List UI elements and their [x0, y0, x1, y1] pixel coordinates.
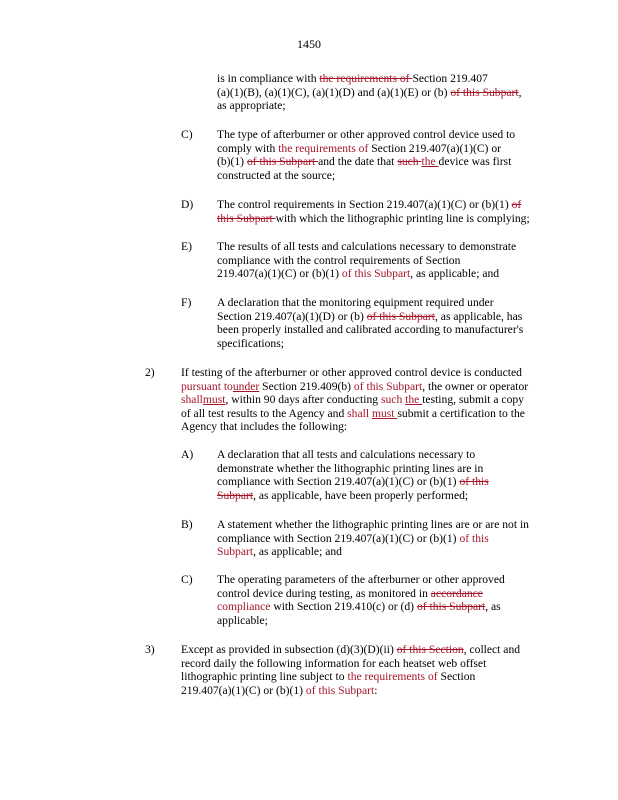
- deleted-text: of this Subpart: [246, 155, 319, 169]
- inserted-text: shall: [181, 393, 203, 407]
- inserted-text: must: [202, 393, 226, 407]
- item-label-f: F): [181, 296, 192, 309]
- inserted-text: pursuant to: [181, 379, 233, 393]
- inserted-text: shall: [347, 406, 372, 420]
- inserted-text: the requirements of: [278, 141, 369, 155]
- inserted-text: the: [421, 155, 439, 169]
- deleted-text: of this Section: [396, 643, 464, 656]
- inserted-text: of this: [459, 531, 489, 545]
- inserted-text: of this Subpart: [305, 683, 375, 697]
- item-label-d: D): [181, 198, 194, 211]
- deleted-text: Subpart: [217, 488, 254, 502]
- deleted-text: the requirements of: [319, 72, 413, 85]
- deleted-text: of this Subpart: [366, 309, 435, 323]
- inserted-text: such: [380, 393, 406, 407]
- item-f-paragraph: A declaration that the monitoring equipment required under Section 219.407(a)(1)(D) or (b) of this Subpart, as applicable, has been properly installed and calibrated according to manufacturer's specifications;: [217, 296, 524, 350]
- item-label-e: E): [181, 240, 192, 253]
- item-label-c: C): [181, 128, 193, 141]
- deleted-text: of this Subpart: [416, 600, 486, 614]
- item-2b-paragraph: A statement whether the lithographic printing lines are or are not in compliance with Section 219.407(a)(1)(C) or (b)(1) of this Subpart, as applicable; and: [217, 518, 529, 559]
- inserted-text: the requirements of: [347, 670, 438, 684]
- item-label-3: 3): [145, 643, 155, 656]
- text-line: as appropriate;: [217, 99, 286, 113]
- deleted-text: this Subpart: [217, 211, 276, 225]
- inserted-text: the: [405, 393, 423, 407]
- item-c-paragraph: The type of afterburner or other approved control device used to comply with the requirements of Section 219.407(a)(1)(C) or (b)(1) of this Subpart and the date that such the device was first constructed at the source;: [217, 128, 516, 182]
- inserted-text: Subpart: [217, 545, 254, 559]
- item-3-paragraph: Except as provided in subsection (d)(3)(D)(ii) of this Section, collect and record daily the following information for each heatset web offset lithographic printing line subject to the requirements of Section 219.407(a)(1)(C) or (b)(1) of this Subpart:: [181, 643, 521, 697]
- inserted-text: of this Subpart: [353, 379, 423, 393]
- item-label-2b: B): [181, 518, 193, 531]
- page-number: 1450: [297, 37, 321, 51]
- inserted-text: of this Subpart: [341, 267, 411, 281]
- item-2a-paragraph: A declaration that all tests and calculations necessary to demonstrate whether the lithographic printing lines are in compliance with Section 219.407(a)(1)(C) or (b)(1) of this Subpart, as applicable, have been properly performed;: [217, 448, 489, 502]
- continuation-paragraph: [217, 72, 557, 113]
- item-d-paragraph: The control requirements in Section 219.407(a)(1)(C) or (b)(1) of this Subpart with which the lithographic printing line is complying;: [217, 198, 530, 225]
- inserted-text: under: [232, 379, 260, 393]
- item-label-2c: C): [181, 573, 193, 586]
- item-label-2: 2): [145, 366, 155, 379]
- item-2-paragraph: If testing of the afterburner or other approved control device is conducted pursuant tounder Section 219.409(b) of this Subpart, the owner or operator shallmust, within 90 days after conducting such the testing, submit a copy of all test results to the Agency and shall must submit a certification to the Agency that includes the following:: [181, 366, 529, 434]
- inserted-text: compliance: [217, 600, 271, 614]
- inserted-text: must: [371, 406, 398, 420]
- text-line: is in compliance with the requirements of Section 219.407: [217, 72, 488, 85]
- text-line: (a)(1)(B), (a)(1)(C), (a)(1)(D) and (a)(1)(E) or (b) of this Subpart,: [217, 85, 522, 99]
- deleted-text: such: [397, 155, 422, 169]
- item-2c-paragraph: The operating parameters of the afterburner or other approved control device during testing, as monitored in accordance compliance with Section 219.410(c) or (d) of this Subpart, as applicable;: [217, 573, 505, 627]
- item-e-paragraph: The results of all tests and calculations necessary to demonstrate compliance with the control requirements of Section 219.407(a)(1)(C) or (b)(1) of this Subpart, as applicable; and: [217, 240, 517, 281]
- deleted-text: of this Subpart: [450, 85, 519, 99]
- item-label-2a: A): [181, 448, 194, 461]
- deleted-text: of this: [459, 475, 489, 489]
- deleted-text: accordance: [430, 586, 483, 600]
- deleted-text: of: [511, 198, 522, 211]
